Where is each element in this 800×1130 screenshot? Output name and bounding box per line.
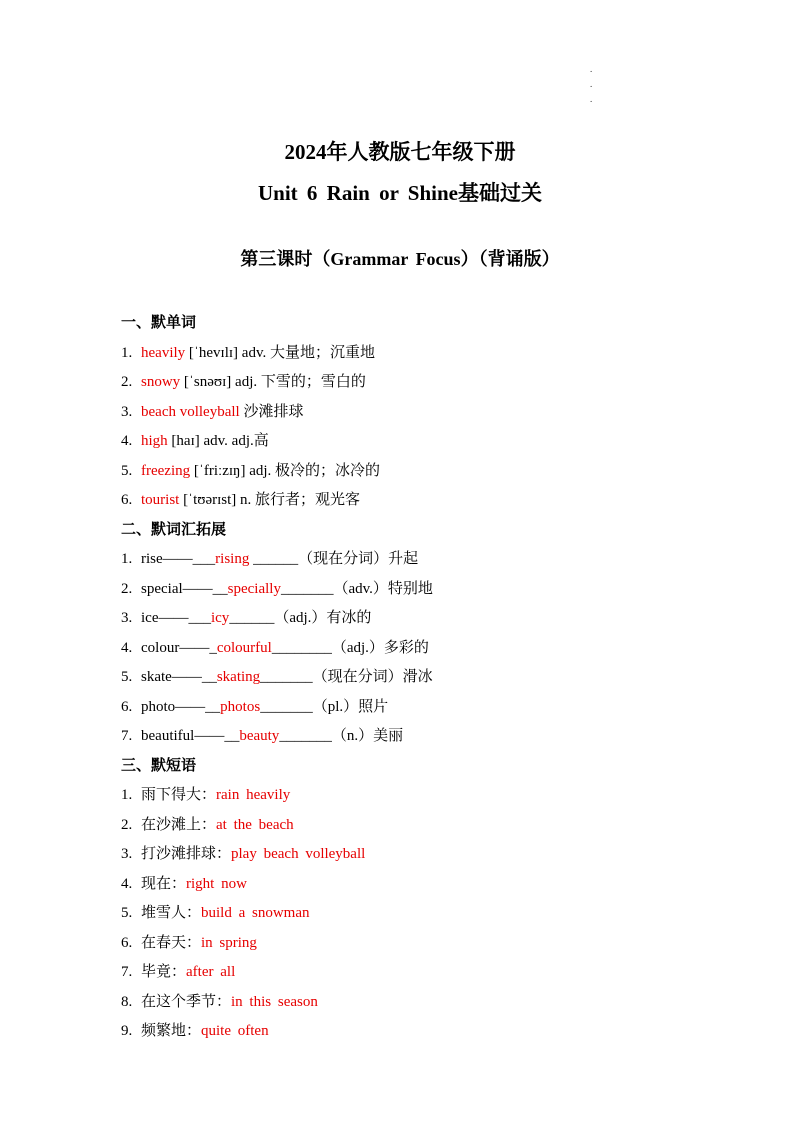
vocab-definition: [haɪ] adv. adj.高 bbox=[167, 433, 269, 449]
item-number: 3. bbox=[121, 403, 133, 420]
vocab-word: snowy bbox=[141, 374, 181, 390]
blank-suffix: ________（adj.）多彩的 bbox=[271, 639, 429, 656]
dot: . bbox=[590, 79, 593, 89]
item-number: 8. bbox=[121, 993, 133, 1010]
blank-prefix: __ bbox=[224, 728, 240, 744]
phrase-chinese: 堆雪人： bbox=[141, 905, 202, 921]
phrase-answer: at the beach bbox=[216, 816, 294, 833]
blank-suffix: ______（adj.）有冰的 bbox=[229, 610, 372, 626]
vocab-item bbox=[121, 368, 761, 398]
unit-title: Unit 6 Rain or Shine基础过关 bbox=[258, 181, 542, 205]
vocab-word: high bbox=[141, 433, 168, 449]
blank-prefix: _ bbox=[209, 639, 217, 656]
vocab-item bbox=[121, 457, 761, 487]
answer-word: rising bbox=[215, 551, 250, 567]
item-number: 4. bbox=[121, 875, 133, 892]
vocab-item bbox=[121, 398, 761, 428]
blank-suffix: _______（adv.）特别地 bbox=[280, 580, 433, 597]
item-number: 5. bbox=[121, 669, 133, 685]
blank-prefix: ___ bbox=[188, 610, 211, 626]
item-number: 4. bbox=[121, 639, 133, 656]
vocab-item bbox=[121, 339, 761, 369]
item-number: 5. bbox=[121, 905, 133, 921]
word-form-item bbox=[121, 634, 761, 664]
vocab-item bbox=[121, 486, 761, 516]
base-word: beautiful—— bbox=[141, 728, 225, 744]
base-word: rise—— bbox=[141, 551, 193, 567]
word-form-item bbox=[121, 575, 761, 605]
phrase-answer: build a snowman bbox=[201, 905, 310, 921]
phrase-chinese: 现在： bbox=[141, 875, 187, 892]
blank-prefix: __ bbox=[205, 698, 221, 715]
blank-suffix: _______（n.）美丽 bbox=[279, 728, 404, 744]
phrase-chinese: 打沙滩排球： bbox=[141, 846, 232, 862]
phrase-item bbox=[121, 811, 761, 841]
base-word: skate—— bbox=[141, 669, 202, 685]
word-form-item bbox=[121, 722, 761, 752]
lesson-title: 第三课时（Grammar Focus）（背诵版） bbox=[240, 249, 560, 269]
item-number: 3. bbox=[121, 610, 133, 626]
phrase-item bbox=[121, 840, 761, 870]
vocab-definition: [ˈfriːzɪŋ] adj. 极冷的；冰冷的 bbox=[190, 462, 381, 479]
item-number: 2. bbox=[121, 580, 133, 597]
vocab-definition: [ˈsnəʊɪ] adj. 下雪的；雪白的 bbox=[180, 374, 366, 390]
phrase-chinese: 毕竟： bbox=[141, 964, 187, 980]
base-word: photo—— bbox=[141, 698, 206, 715]
vocab-word: beach volleyball bbox=[141, 403, 240, 420]
item-number: 7. bbox=[121, 728, 133, 744]
item-number: 2. bbox=[121, 816, 133, 833]
blank-prefix: __ bbox=[201, 669, 217, 685]
section-heading-word-forms: 二、默词汇拓展 bbox=[121, 521, 227, 538]
blank-prefix: ___ bbox=[192, 551, 216, 567]
phrase-item bbox=[121, 781, 761, 811]
item-number: 9. bbox=[121, 1023, 133, 1039]
vocab-word: freezing bbox=[141, 462, 191, 479]
item-number: 1. bbox=[121, 787, 133, 803]
item-number: 6. bbox=[121, 698, 133, 715]
word-form-item bbox=[121, 545, 761, 575]
vocab-item bbox=[121, 427, 761, 457]
base-word: special—— bbox=[141, 580, 213, 597]
document-title: 2024年人教版七年级下册 bbox=[284, 140, 516, 164]
phrase-item bbox=[121, 899, 761, 929]
phrase-answer: right now bbox=[186, 875, 247, 892]
base-word: colour—— bbox=[141, 639, 210, 656]
item-number: 6. bbox=[121, 492, 133, 508]
blank-suffix: _______（pl.）照片 bbox=[260, 698, 389, 715]
worksheet-content bbox=[121, 309, 761, 1047]
phrase-chinese: 在沙滩上： bbox=[141, 816, 217, 833]
item-number: 2. bbox=[121, 374, 133, 390]
section-heading-phrases: 三、默短语 bbox=[121, 757, 197, 774]
word-form-item bbox=[121, 693, 761, 723]
answer-word: photos bbox=[220, 698, 261, 715]
phrase-chinese: 雨下得大： bbox=[141, 787, 217, 803]
vocab-definition: [ˈhevɪlɪ] adv. 大量地；沉重地 bbox=[185, 344, 375, 361]
item-number: 7. bbox=[121, 964, 133, 980]
blank-suffix: ______（现在分词）升起 bbox=[249, 551, 419, 567]
word-form-item bbox=[121, 663, 761, 693]
answer-word: icy bbox=[210, 610, 230, 626]
phrase-answer: in this season bbox=[231, 993, 318, 1010]
phrase-item bbox=[121, 988, 761, 1018]
dot: . bbox=[590, 64, 593, 74]
item-number: 4. bbox=[121, 433, 133, 449]
phrase-item bbox=[121, 929, 761, 959]
item-number: 5. bbox=[121, 462, 133, 479]
vocab-definition: [ˈtʊərɪst] n. 旅行者；观光客 bbox=[179, 492, 361, 508]
item-number: 3. bbox=[121, 846, 133, 862]
answer-word: skating bbox=[216, 669, 261, 685]
base-word: ice—— bbox=[141, 610, 189, 626]
phrase-item bbox=[121, 958, 761, 988]
corner-dots bbox=[590, 62, 598, 107]
phrase-item bbox=[121, 1017, 761, 1047]
answer-word: beauty bbox=[239, 728, 280, 744]
vocab-definition: 沙滩排球 bbox=[239, 403, 304, 420]
answer-word: specially bbox=[227, 580, 281, 597]
word-form-item bbox=[121, 604, 761, 634]
blank-suffix: _______（现在分词）滑冰 bbox=[260, 669, 433, 685]
item-number: 1. bbox=[121, 551, 133, 567]
blank-prefix: __ bbox=[212, 580, 228, 597]
dot: . bbox=[590, 94, 593, 104]
item-number: 6. bbox=[121, 934, 133, 951]
phrase-chinese: 频繁地： bbox=[141, 1023, 202, 1039]
phrase-answer: play beach volleyball bbox=[231, 846, 366, 862]
vocab-word: tourist bbox=[141, 492, 180, 508]
phrase-answer: in spring bbox=[201, 934, 257, 951]
phrase-answer: quite often bbox=[201, 1023, 269, 1039]
answer-word: colourful bbox=[216, 639, 272, 656]
phrase-item bbox=[121, 870, 761, 900]
phrase-answer: rain heavily bbox=[216, 787, 291, 803]
phrase-chinese: 在春天： bbox=[141, 934, 202, 951]
phrase-chinese: 在这个季节： bbox=[141, 993, 232, 1010]
item-number: 1. bbox=[121, 344, 133, 361]
section-heading-vocabulary: 一、默单词 bbox=[121, 315, 197, 331]
vocab-word: heavily bbox=[141, 344, 186, 361]
phrase-answer: after all bbox=[186, 964, 236, 980]
